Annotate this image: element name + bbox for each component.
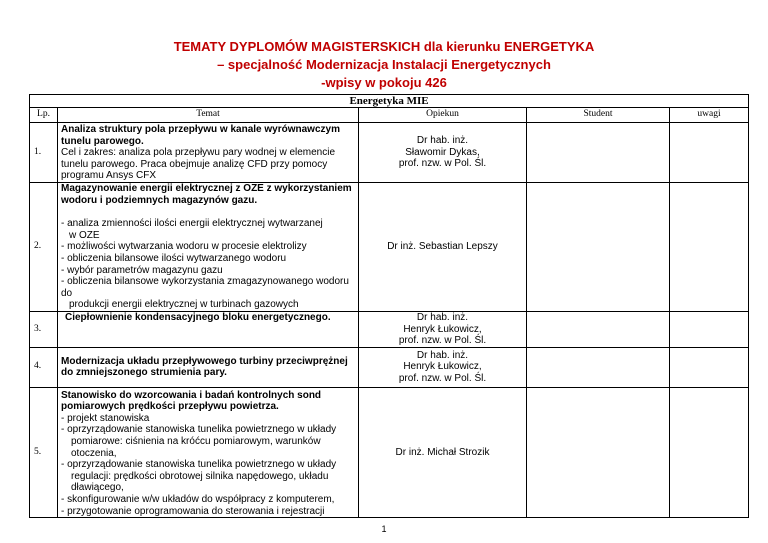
col-uwagi: uwagi [670,108,749,123]
student-cell [527,123,670,183]
student-cell [527,347,670,387]
supervisor-line: prof. nzw. w Pol. Śl. [398,158,487,170]
uwagi-cell [670,387,749,518]
topic-item: produkcji energii elektrycznej w turbinach gazowych [69,299,299,311]
row-number: 2. [30,182,58,311]
table-row [30,387,749,518]
topic-title: Modernizacja układu przepływowego turbiny przeciwprężnej do zmniejszonego strumienia pary. [61,355,348,379]
supervisor-line: Dr hab. inż. [416,135,469,147]
topic-item: regulacji: prędkości obrotowej silnika napędowego, układu [71,470,329,482]
supervisor-line: Henryk Łukowicz, [403,361,482,373]
col-temat: Temat [58,108,359,123]
topic-description: Cel i zakres: analiza pola przepływu pary wodnej w elemencie tunelu parowego. Praca obejmuje analizę CFD przy pomocy programu Ansys CFX [61,147,336,182]
topic-cell [58,387,359,518]
topic-item: - obliczenia bilansowe ilości wytwarzanego wodoru [61,252,287,264]
topic-title: Ciepłownienie kondensacyjnego bloku energetycznego. [65,311,331,323]
supervisor-line: Henryk Łukowicz, [403,323,482,335]
topic-item: otoczenia, [71,447,117,459]
supervisor-line: Dr inż. Michał Strozik [395,446,490,458]
row-number: 1. [30,123,58,183]
uwagi-cell [670,347,749,387]
supervisor-line: Dr hab. inż. [416,349,469,361]
row-number: 3. [30,311,58,347]
supervisor-cell [359,182,527,311]
section-header: Energetyka MIE [30,95,749,108]
table-row [30,347,749,387]
topic-cell [58,123,359,183]
student-cell [527,311,670,347]
table-row [30,311,749,347]
topics-table [29,94,749,518]
topic-item: - obliczenia bilansowe wykorzystania zmagazynowanego wodoru do [61,276,349,299]
col-student: Student [527,108,670,123]
col-lp: Lp. [30,108,58,123]
topic-item: - analiza zmienności ilości energii elektrycznej wytwarzanej [61,218,323,230]
supervisor-cell [359,387,527,518]
topic-item: dławiącego, [71,482,124,494]
topic-item: - wybór parametrów magazynu gazu [61,264,223,276]
topic-item: - możliwości wytwarzania wodoru w procesie elektrolizy [61,241,307,253]
doc-title-line3: -wpisy w pokoju 426 [321,75,447,90]
topic-cell [58,311,359,347]
supervisor-line: Dr hab. inż. [416,311,469,323]
student-cell [527,182,670,311]
student-cell [527,387,670,518]
row-number: 4. [30,347,58,387]
supervisor-cell [359,347,527,387]
topic-item: - przygotowanie oprogramowania do sterowania i rejestracji [61,505,325,517]
col-opiekun: Opiekun [359,108,527,123]
table-row [30,123,749,183]
topic-cell [58,182,359,311]
supervisor-line: prof. nzw. w Pol. Śl. [398,335,487,347]
doc-title-line2: – specjalność Modernizacja Instalacji Energetycznych [217,57,551,72]
topic-item: - oprzyrządowanie stanowiska tunelika powietrznego w układy [61,424,337,436]
topic-item: w OZE [69,229,100,241]
uwagi-cell [670,311,749,347]
supervisor-line: Sławomir Dykas, [405,146,480,158]
uwagi-cell [670,123,749,183]
topic-title: Analiza struktury pola przepływu w kanale wyrównawczym tunelu parowego. [61,124,340,147]
supervisor-cell [359,123,527,183]
supervisor-line: Dr inż. Sebastian Lepszy [387,241,498,253]
topic-item: pomiarowe: ciśnienia na króćcu pomiarowym, warunków [71,436,321,448]
column-header-row [30,108,749,123]
topic-title: Stanowisko do wzorcowania i badań kontrolnych sond pomiarowych prędkości przepływu powietrza. [61,389,322,413]
topic-title: Magazynowanie energii elektrycznej z OZE z wykorzystaniem wodoru i podziemnych magazynów gazu. [61,182,352,206]
table-row [30,182,749,311]
page-number: 1 [381,524,387,534]
topic-item: - oprzyrządowanie stanowiska tunelika powietrznego w układy [61,459,337,471]
doc-title-line1: TEMATY DYPLOMÓW MAGISTERSKICH dla kierunku ENERGETYKA [173,39,595,54]
topic-item: - skonfigurowanie w/w układów do współpracy z komputerem, [61,494,335,506]
supervisor-cell [359,311,527,347]
topic-cell [58,347,359,387]
topic-item: - projekt stanowiska [61,412,150,424]
uwagi-cell [670,182,749,311]
supervisor-line: prof. nzw. w Pol. Śl. [398,372,487,384]
row-number: 5. [30,387,58,518]
